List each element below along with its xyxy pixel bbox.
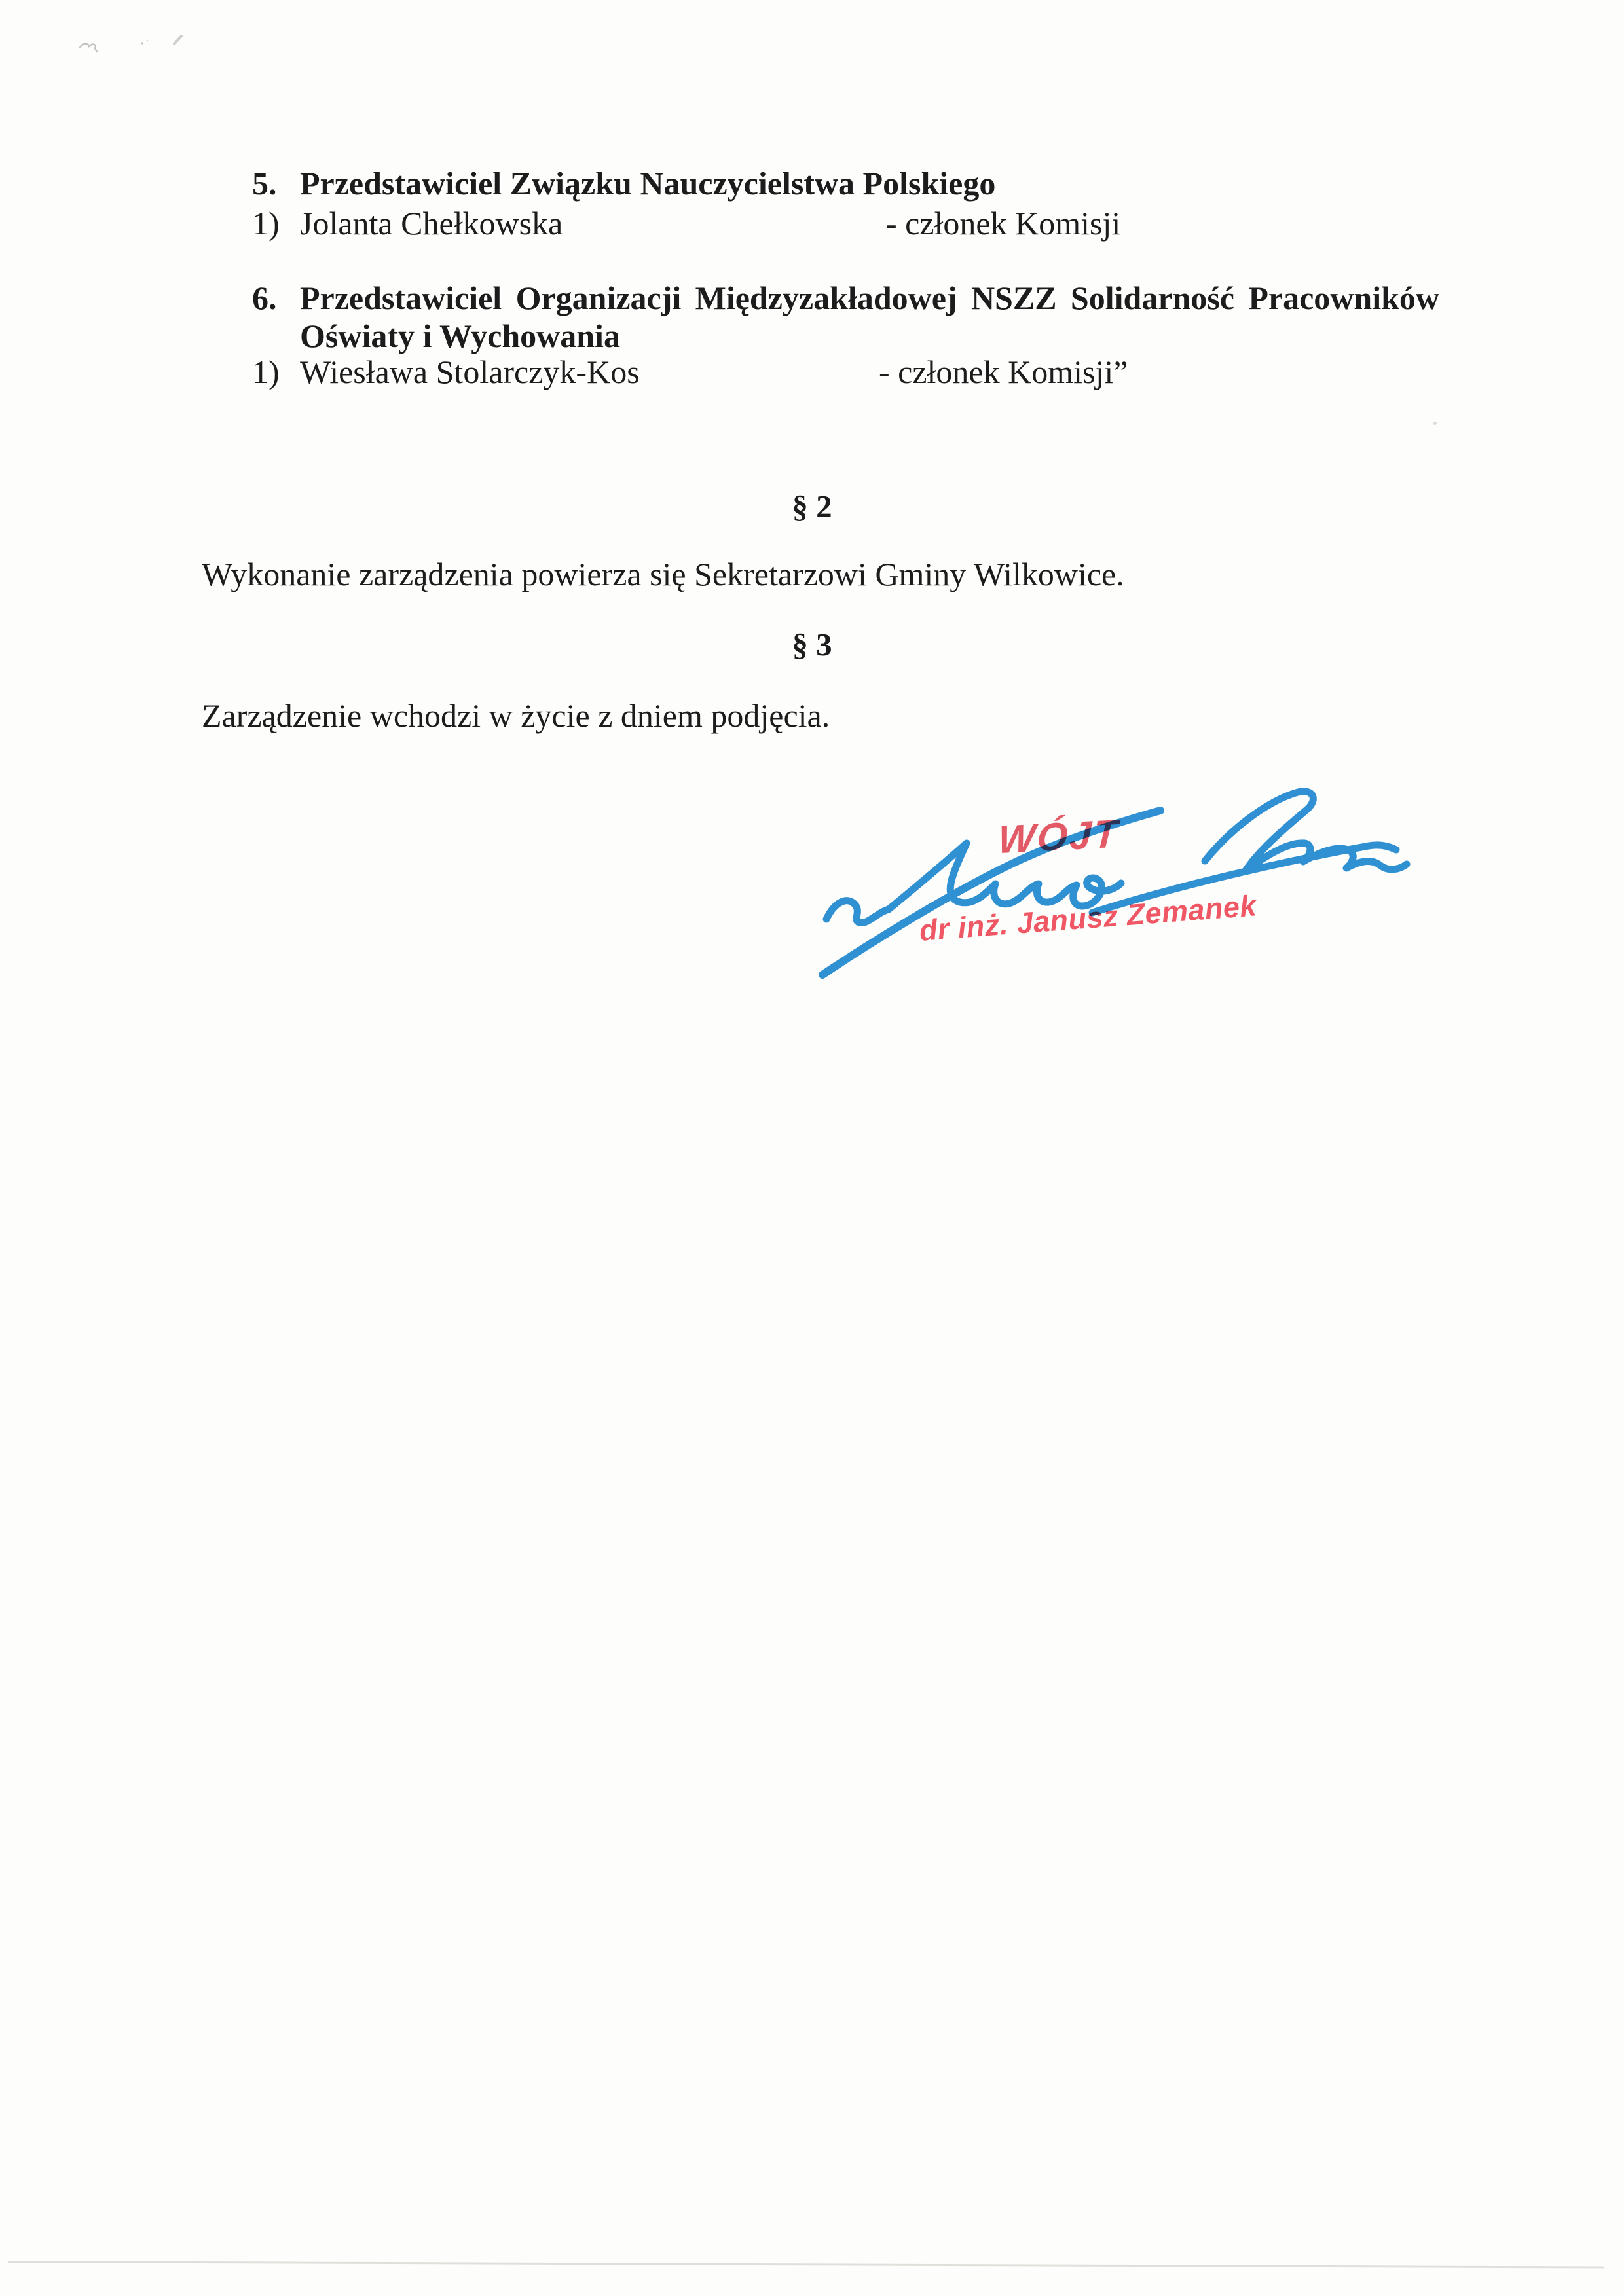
scan-speck bbox=[1433, 422, 1437, 425]
item6-member-index: 1) bbox=[252, 354, 280, 390]
item6-title-line2: Oświaty i Wychowania bbox=[300, 318, 620, 354]
item5-member-index: 1) bbox=[252, 205, 280, 242]
section3-text: Zarządzenie wchodzi w życie z dniem podjęcia. bbox=[202, 697, 830, 734]
section3-marker: § 3 bbox=[792, 627, 832, 663]
mayor-stamp-name: dr inż. Janusz Zemanek bbox=[918, 888, 1258, 947]
handwritten-signature bbox=[747, 773, 1467, 995]
item5-number: 5. bbox=[252, 165, 277, 202]
item6-title-line1: Przedstawiciel Organizacji Międzyzakładowej NSZZ Solidarność Pracowników bbox=[300, 280, 1439, 316]
scan-smudge-artifacts bbox=[0, 0, 262, 79]
item6-member-role: - członek Komisji” bbox=[879, 354, 1128, 390]
item6-number: 6. bbox=[252, 280, 277, 316]
scan-edge-line bbox=[8, 2261, 1604, 2269]
item5-member-role: - członek Komisji bbox=[886, 205, 1121, 242]
item5-title: Przedstawiciel Związku Nauczycielstwa Polskiego bbox=[300, 165, 996, 202]
section2-text: Wykonanie zarządzenia powierza się Sekretarzowi Gminy Wilkowice. bbox=[202, 556, 1124, 592]
item5-member-name: Jolanta Chełkowska bbox=[300, 205, 563, 242]
section2-marker: § 2 bbox=[792, 488, 832, 524]
mayor-stamp-title: WÓJT bbox=[997, 811, 1121, 862]
item6-member-name: Wiesława Stolarczyk-Kos bbox=[300, 354, 640, 390]
